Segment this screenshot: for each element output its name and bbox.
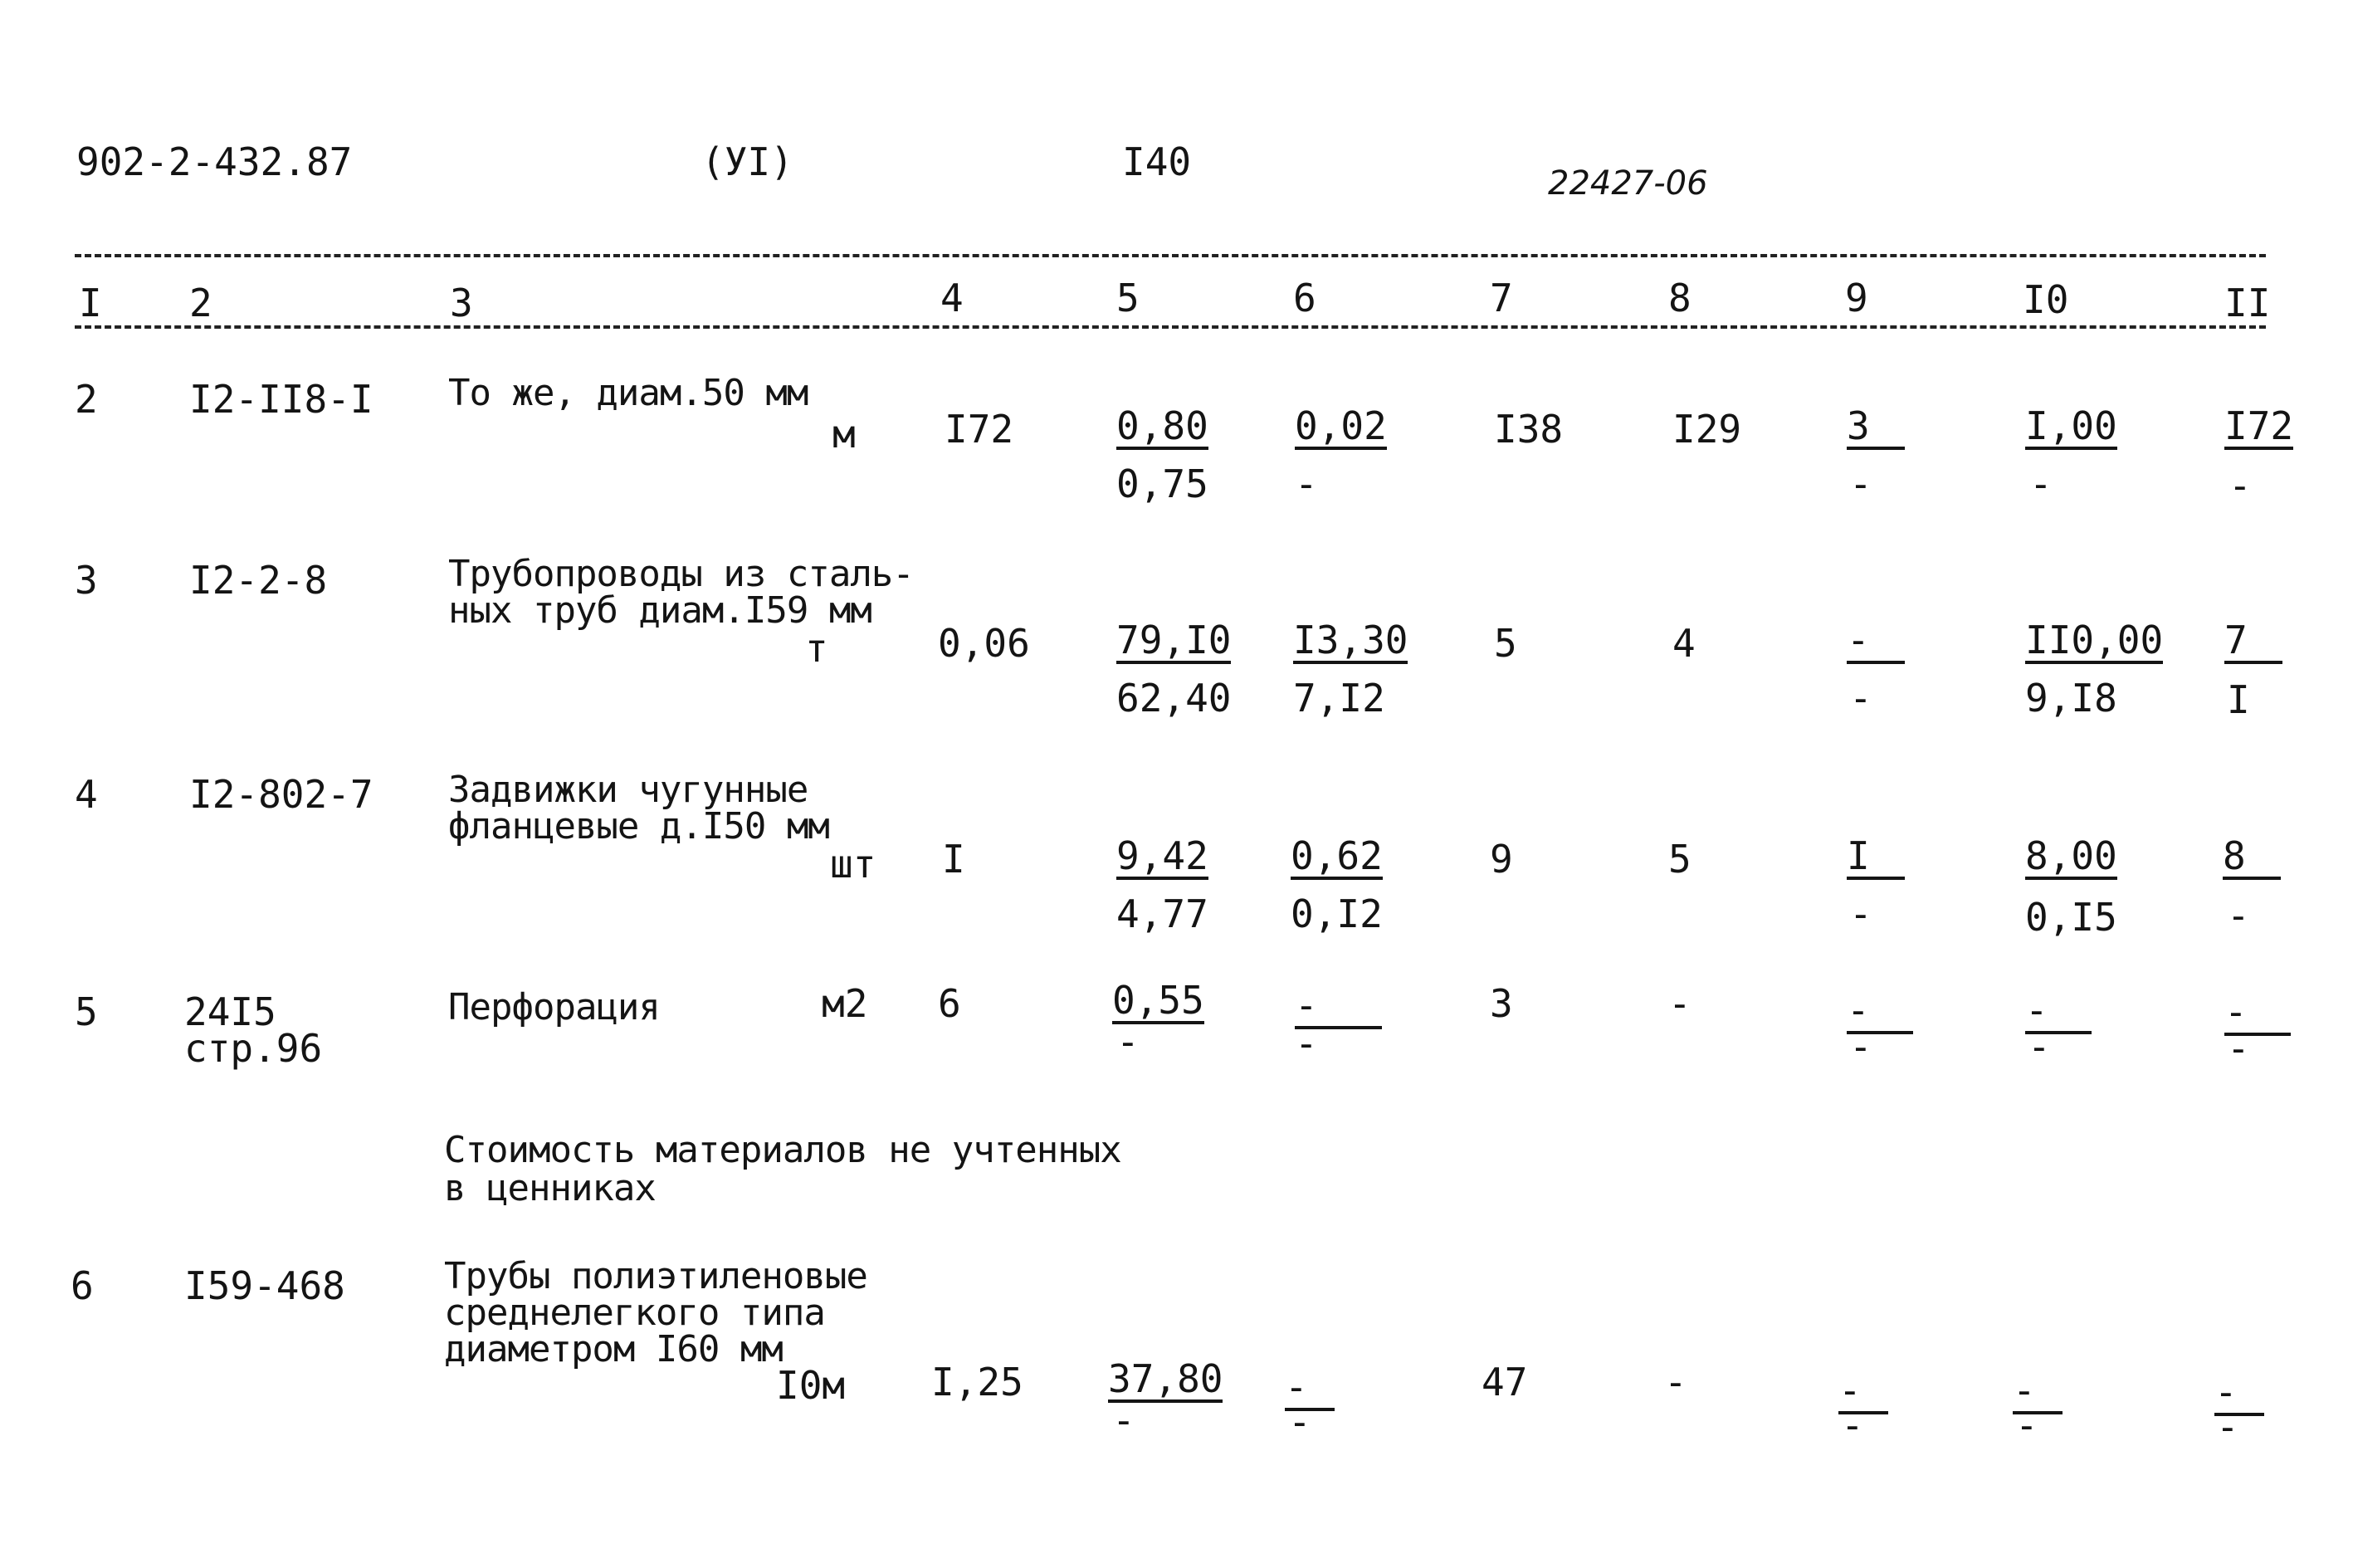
row-qty: I72	[945, 407, 1014, 452]
column-header: 9	[1845, 276, 1868, 320]
col9-bottom: -	[1849, 891, 1872, 936]
column-header: I0	[2023, 277, 2069, 322]
col6-bottom: -	[1288, 1399, 1311, 1444]
column-header: 3	[450, 281, 473, 325]
column-header: 5	[1116, 276, 1140, 320]
row-name-line: То же, диам.50 мм	[448, 372, 808, 414]
col10-top: I,00	[2025, 403, 2117, 448]
col10-top: -	[2013, 1371, 2063, 1414]
col11-top: 8	[2223, 837, 2281, 880]
column-header: II	[2224, 281, 2271, 325]
col9-bottom: -	[1841, 1403, 1864, 1448]
col6-bottom: -	[1295, 1021, 1318, 1066]
row-qty: 0,06	[938, 621, 1030, 666]
page-number: I40	[1122, 139, 1192, 184]
col5-top: 79,I0	[1116, 618, 1232, 662]
col10-bottom: 0,I5	[2025, 895, 2117, 940]
col11-bottom: -	[2227, 893, 2250, 938]
col7: 9	[1490, 837, 1513, 882]
row-unit: I0м	[776, 1363, 846, 1408]
column-header: I	[79, 281, 102, 325]
col9-bottom: -	[1849, 1024, 1872, 1069]
column-header: 4	[940, 276, 964, 320]
col11-bottom: -	[2227, 1026, 2250, 1071]
row-code: I2-II8-I	[189, 377, 373, 422]
row-name-line: ных труб диам.I59 мм	[448, 589, 871, 632]
inventory-number: 22427-06	[1548, 164, 1708, 203]
col5-top: 37,80	[1108, 1356, 1223, 1401]
col5-bottom: -	[1112, 1398, 1135, 1443]
col11-top: I72	[2224, 403, 2294, 448]
col6-top: 0,02	[1295, 403, 1387, 448]
col9-bottom: -	[1849, 676, 1872, 720]
col10-bottom: -	[2028, 1024, 2051, 1069]
col5-top: 0,80	[1116, 403, 1208, 448]
section-note-line: Стоимость материалов не учтенных	[444, 1129, 1121, 1171]
col8: -	[1668, 981, 1692, 1026]
row-qty: I,25	[931, 1360, 1023, 1404]
row-unit: м2	[822, 981, 868, 1026]
col6-bottom: 0,I2	[1291, 891, 1383, 936]
row-name-line: Трубы полиэтиленовые	[444, 1255, 867, 1297]
col8: 4	[1672, 621, 1696, 666]
col9-top: -	[1847, 991, 1913, 1034]
row-code-page: стр.96	[184, 1026, 323, 1071]
row-number: 2	[75, 377, 98, 422]
col9-top: -	[1847, 621, 1905, 664]
col8: -	[1664, 1360, 1687, 1404]
row-qty: 6	[938, 981, 961, 1026]
col5-bottom: 4,77	[1116, 891, 1208, 936]
row-number: 6	[71, 1263, 94, 1308]
col11-top: -	[2214, 1373, 2264, 1416]
col11-bottom: -	[2229, 463, 2252, 508]
header-rule-bottom	[75, 325, 2266, 329]
col7: 47	[1482, 1360, 1528, 1404]
col11-bottom: I	[2227, 677, 2250, 722]
col10-top: -	[2025, 991, 2092, 1034]
column-header: 7	[1490, 276, 1513, 320]
col5-bottom: 62,40	[1116, 676, 1232, 720]
col11-top: 7	[2224, 621, 2282, 664]
col5-top: 0,55	[1112, 978, 1204, 1023]
row-name-line: фланцевые д.I50 мм	[448, 805, 829, 848]
col7: 3	[1490, 981, 1513, 1026]
row-name-line: Перфорация	[448, 986, 660, 1028]
col8: I29	[1672, 407, 1742, 452]
col7: I38	[1494, 407, 1564, 452]
row-code: I2-2-8	[189, 558, 328, 603]
row-name-line: диаметром I60 мм	[444, 1328, 783, 1370]
col6-bottom: 7,I2	[1293, 676, 1385, 720]
row-number: 5	[75, 989, 98, 1034]
column-header: 6	[1293, 276, 1316, 320]
column-header: 8	[1668, 276, 1692, 320]
col10-bottom: -	[2029, 462, 2053, 506]
document-code: 902-2-432.87	[76, 139, 353, 184]
col11-top: -	[2224, 993, 2291, 1036]
col6-bottom: -	[1295, 462, 1318, 506]
row-number: 3	[75, 558, 98, 603]
col11-bottom: -	[2216, 1404, 2239, 1449]
col9-top: -	[1838, 1371, 1888, 1414]
col6-top: I3,30	[1293, 618, 1408, 662]
col9-bottom: -	[1849, 462, 1872, 506]
section-note-line: в ценниках	[444, 1167, 656, 1209]
col5-top: 9,42	[1116, 833, 1208, 878]
col9-top: 3	[1847, 407, 1905, 450]
volume-number: (УI)	[701, 139, 793, 184]
col6-top: 0,62	[1291, 833, 1383, 878]
col5-bottom: -	[1116, 1019, 1140, 1064]
col10-bottom: -	[2015, 1403, 2038, 1448]
row-code: 24I5	[184, 989, 276, 1034]
row-name-line: среднелегкого типа	[444, 1292, 825, 1334]
row-code: I59-468	[184, 1263, 345, 1308]
row-name-line: Задвижки чугунные	[448, 769, 808, 811]
col7: 5	[1494, 621, 1517, 666]
column-header: 2	[189, 281, 212, 325]
col10-bottom: 9,I8	[2025, 676, 2117, 720]
header-rule-top	[75, 254, 2266, 257]
col5-bottom: 0,75	[1116, 462, 1208, 506]
col6-top: -	[1285, 1368, 1335, 1411]
row-unit: м	[832, 412, 856, 457]
col10-top: 8,00	[2025, 833, 2117, 878]
col10-top: II0,00	[2025, 618, 2164, 662]
row-name-line: Трубопроводы из сталь-	[448, 553, 914, 595]
row-number: 4	[75, 772, 98, 817]
col9-top: I	[1847, 837, 1905, 880]
row-code: I2-802-7	[189, 772, 373, 817]
row-unit: т	[805, 626, 828, 671]
col6-top: -	[1295, 986, 1382, 1029]
col8: 5	[1668, 837, 1692, 882]
row-qty: I	[942, 837, 965, 882]
row-unit: шт	[830, 842, 876, 887]
